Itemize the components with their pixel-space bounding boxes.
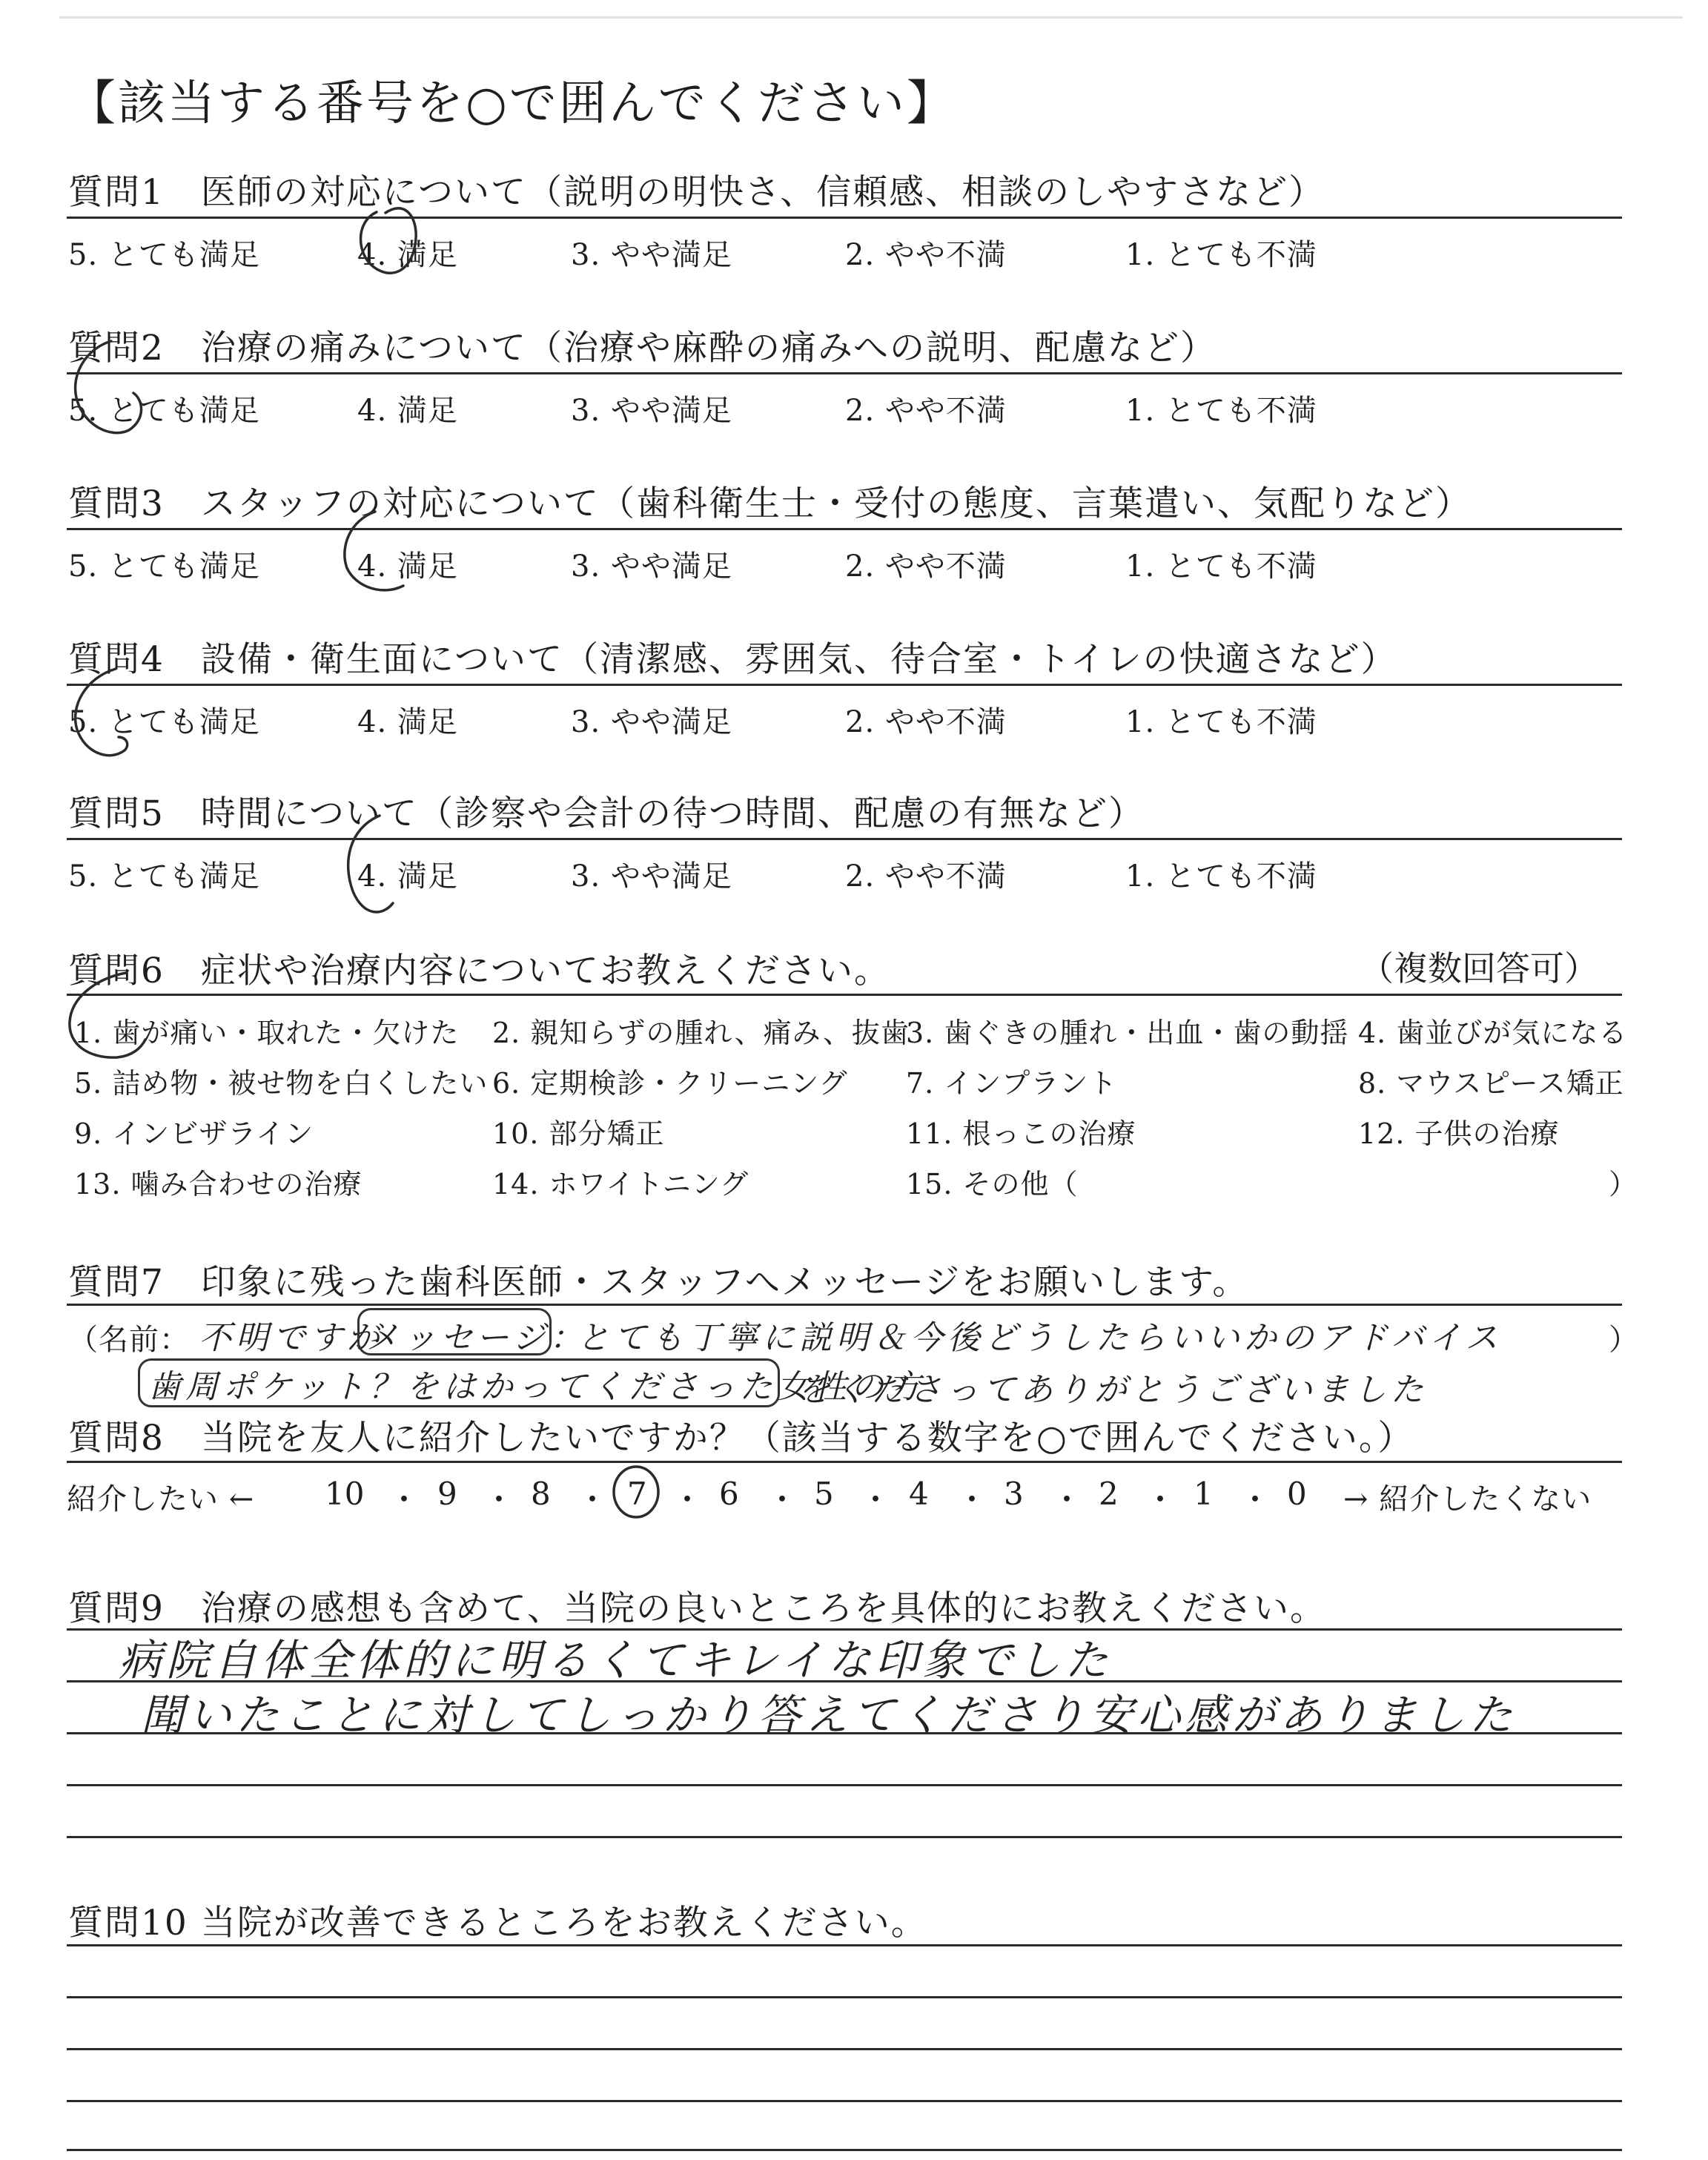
q6-option-5[interactable]: 5. 詰め物・被せ物を白くしたい [74,1067,489,1100]
q8-dot: ・ [388,1482,420,1518]
q6-rule [67,994,1622,996]
q8-dot: ・ [1051,1482,1083,1518]
q7-message-line-1[interactable]: とても丁寧に説明＆今後どうしたらいいかのアドバイス [577,1319,1503,1357]
q2-option-2[interactable]: 2. やや不満 [845,394,1007,428]
q6-option-7[interactable]: 7. インプラント [906,1067,1118,1100]
q2-option-5[interactable]: 5. とても満足 [68,394,260,428]
q7-message-label: メッセージ： [366,1319,587,1357]
q7-name-label: （名前： [68,1323,190,1357]
q9-answer-line-1[interactable]: 病院自体全体的に明るくてキレイな印象でした [119,1635,1113,1685]
q6-option-3[interactable]: 3. 歯ぐきの腫れ・出血・歯の動揺 [906,1017,1349,1049]
q6-option-9[interactable]: 9. インビザライン [74,1117,314,1150]
q1-option-2[interactable]: 2. やや不満 [845,238,1007,272]
q10-title: 質問10 当院が改善できるところをお教えください。 [68,1903,927,1943]
q8-dot: ・ [767,1482,798,1518]
q8-dot: ・ [1239,1482,1271,1518]
q7-message-line-2-boxed[interactable]: 歯周ポケット？をはかってくださった女性の方 [148,1368,925,1406]
q8-title: 質問8 当院を友人に紹介したいですか？（該当する数字を○で囲んでください。） [68,1418,1414,1459]
q4-option-5[interactable]: 5. とても満足 [68,705,260,739]
q3-option-1[interactable]: 1. とても不満 [1125,549,1317,584]
q6-option-8[interactable]: 8. マウスピース矯正 [1358,1067,1624,1100]
q7-name-value[interactable]: 不明ですが [199,1319,384,1357]
q8-scale-5[interactable]: 5 [814,1476,834,1512]
q8-left-label: 紹介したい ← [67,1482,255,1516]
q6-option-11[interactable]: 11. 根っこの治療 [906,1117,1136,1150]
q2-rule [67,372,1622,374]
q8-scale-3[interactable]: 3 [1004,1476,1024,1512]
q8-scale-6[interactable]: 6 [719,1476,739,1512]
q3-option-4[interactable]: 4. 満足 [357,549,458,584]
q6-other-close-paren: ） [1609,1168,1638,1200]
q4-option-1[interactable]: 1. とても不満 [1125,705,1317,739]
q1-option-3[interactable]: 3. やや満足 [571,238,732,272]
q3-option-5[interactable]: 5. とても満足 [68,549,260,584]
q1-rule [67,217,1622,219]
q8-dot: ・ [577,1482,609,1518]
q6-option-4[interactable]: 4. 歯並びが気になる [1358,1017,1628,1049]
q8-scale-4[interactable]: 4 [909,1476,929,1512]
q8-scale-1[interactable]: 1 [1194,1476,1214,1512]
q10-rule-2 [67,2048,1622,2050]
q6-option-13[interactable]: 13. 噛み合わせの治療 [74,1168,363,1200]
q7-title: 質問7 印象に残った歯科医師・スタッフへメッセージをお願いします。 [68,1262,1249,1303]
q7-rule [67,1304,1622,1306]
q8-rule [67,1461,1622,1463]
q5-option-3[interactable]: 3. やや満足 [571,859,732,894]
q5-option-5[interactable]: 5. とても満足 [68,859,260,894]
q3-option-2[interactable]: 2. やや不満 [845,549,1007,584]
q8-scale-0[interactable]: 0 [1287,1476,1307,1512]
q10-rule-4 [67,2149,1622,2151]
q3-rule [67,528,1622,530]
form-title: 【該当する番号を○で囲んでください】 [68,76,956,131]
q2-title: 質問2 治療の痛みについて（治療や麻酔の痛みへの説明、配慮など） [68,328,1217,369]
q6-title: 質問6 症状や治療内容についてお教えください。 [68,951,890,991]
q8-dot: ・ [1145,1482,1176,1518]
q6-option-14[interactable]: 14. ホワイトニング [492,1168,749,1200]
q6-multiple-note: （複数回答可） [1360,948,1598,988]
q9-title: 質問9 治療の感想も含めて、当院の良いところを具体的にお教えください。 [68,1588,1326,1629]
q3-option-3[interactable]: 3. やや満足 [571,549,732,584]
q7-message-line-2[interactable]: をくださってありがとうございました [798,1371,1428,1409]
q5-title: 質問5 時間について（診察や会計の待つ時間、配慮の有無など） [68,793,1145,834]
q9-rule-3 [67,1784,1622,1786]
q8-scale-7[interactable]: 7 [627,1476,647,1512]
q2-option-3[interactable]: 3. やや満足 [571,394,732,428]
q9-rule-4 [67,1836,1622,1838]
q8-scale-8[interactable]: 8 [531,1476,551,1512]
q6-option-2[interactable]: 2. 親知らずの腫れ、痛み、抜歯 [492,1017,910,1049]
q8-dot: ・ [483,1482,515,1518]
q3-title: 質問3 スタッフの対応について（歯科衛生士・受付の態度、言葉遣い、気配りなど） [68,483,1472,524]
q8-right-label: → 紹介したくない [1343,1482,1592,1516]
q1-option-1[interactable]: 1. とても不満 [1125,238,1317,272]
q2-option-1[interactable]: 1. とても不満 [1125,394,1317,428]
q1-option-5[interactable]: 5. とても満足 [68,238,260,272]
q9-answer-line-2[interactable]: 聞いたことに対してしっかり答えてくださり安心感がありました [141,1690,1517,1740]
q8-dot: ・ [956,1482,988,1518]
q10-rule-1 [67,1996,1622,1998]
q1-title: 質問1 医師の対応について（説明の明快さ、信頼感、相談のしやすさなど） [68,172,1325,213]
q6-option-6[interactable]: 6. 定期検診・クリーニング [492,1067,848,1100]
q1-option-4[interactable]: 4. 満足 [357,238,458,272]
q8-scale-9[interactable]: 9 [437,1476,457,1512]
q8-dot: ・ [672,1482,704,1518]
q6-option-12[interactable]: 12. 子供の治療 [1358,1117,1560,1150]
q8-scale-10[interactable]: 10 [325,1476,365,1512]
q4-option-2[interactable]: 2. やや不満 [845,705,1007,739]
q6-option-1[interactable]: 1. 歯が痛い・取れた・欠けた [74,1017,460,1049]
q4-option-3[interactable]: 3. やや満足 [571,705,732,739]
q2-option-4[interactable]: 4. 満足 [357,394,458,428]
q10-rule-3 [67,2100,1622,2102]
top-edge-rule [59,16,1683,19]
q4-option-4[interactable]: 4. 満足 [357,705,458,739]
q6-option-15-other[interactable]: 15. その他（ [906,1168,1079,1200]
q5-option-1[interactable]: 1. とても不満 [1125,859,1317,894]
q8-scale-2[interactable]: 2 [1099,1476,1119,1512]
q9-rule-2 [67,1732,1622,1734]
q6-option-10[interactable]: 10. 部分矯正 [492,1117,665,1150]
q4-rule [67,684,1622,686]
q4-title: 質問4 設備・衛生面について（清潔感、雰囲気、待合室・トイレの快適さなど） [68,639,1397,680]
q5-rule [67,838,1622,840]
q7-close-paren: ） [1609,1323,1639,1357]
q10-rule-0 [67,1944,1622,1946]
q5-option-4[interactable]: 4. 満足 [357,859,458,894]
q5-option-2[interactable]: 2. やや不満 [845,859,1007,894]
q8-dot: ・ [860,1482,892,1518]
